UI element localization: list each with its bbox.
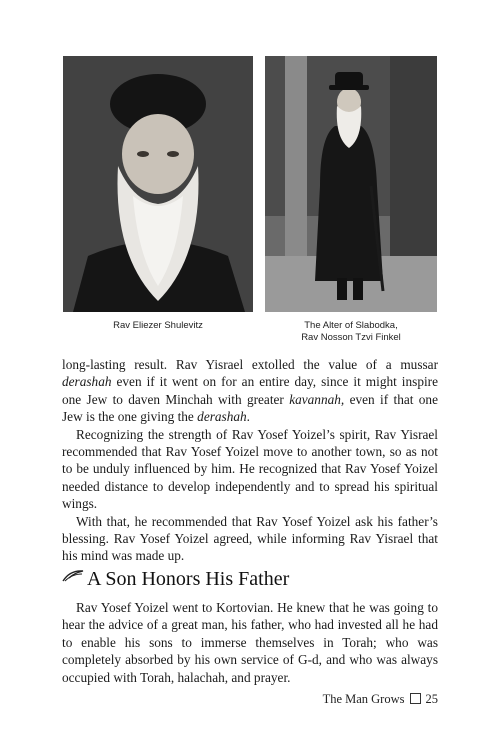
text-run: long-lasting result. Rav Yisrael extolled the value of a mussar xyxy=(62,357,438,372)
portrait-image xyxy=(63,56,253,312)
box-separator-icon xyxy=(410,693,421,704)
body-text-bottom xyxy=(62,599,438,686)
paragraph: Rav Yosef Yoizel went to Kortovian. He knew that he was going to hear the advice of a great man, his father, who had invested all he had to enable his sons to immerse themselves in Torah; who was completely absorbed by his own service of G-d, and who was always occupied with Torah, halachah, and prayer. xyxy=(62,600,438,685)
photo-caption-right xyxy=(265,320,437,344)
photo-caption-left: Rav Eliezer Shulevitz xyxy=(113,320,203,331)
page-number: 25 xyxy=(425,692,438,706)
paragraph: With that, he recommended that Rav Yosef Yoizel ask his father’s blessing. Rav Yosef Yoizel agreed, while informing Rav Yisrael that his mind was made up. xyxy=(62,513,438,564)
section-heading-text: A Son Honors His Father xyxy=(87,568,290,590)
portrait-photo-finkel xyxy=(265,56,437,312)
portrait-photo-shulevitz xyxy=(63,56,253,312)
caption-line: The Alter of Slabodka, xyxy=(304,320,398,331)
italic-term: derashah xyxy=(197,409,247,425)
paragraph xyxy=(62,356,438,426)
caption-line: Rav Nosson Tzvi Finkel xyxy=(301,332,401,343)
quill-ornament-icon xyxy=(62,569,84,583)
running-title: The Man Grows xyxy=(322,692,405,706)
portrait-image xyxy=(265,56,437,312)
text-run: even if it went on for an entire day, since it might inspire one Jew to daven Minchah with greater xyxy=(62,374,438,407)
italic-term: derashah xyxy=(62,374,112,390)
page-footer xyxy=(323,691,438,707)
italic-term: kavannah, xyxy=(289,391,345,407)
section-heading xyxy=(62,566,438,592)
paragraph: Recognizing the strength of Rav Yosef Yoizel’s spirit, Rav Yisrael recommended that Rav Yosef Yoizel move to another town, so as not to be unduly influenced by him. He recognized that Rav Yosef Yoizel needed distance to develop independently and to spread his spiritual wings. xyxy=(62,426,438,512)
body-text-top xyxy=(62,356,438,565)
text-run: even if that one Jew is the one giving the xyxy=(62,391,438,425)
text-run: . xyxy=(246,409,250,425)
